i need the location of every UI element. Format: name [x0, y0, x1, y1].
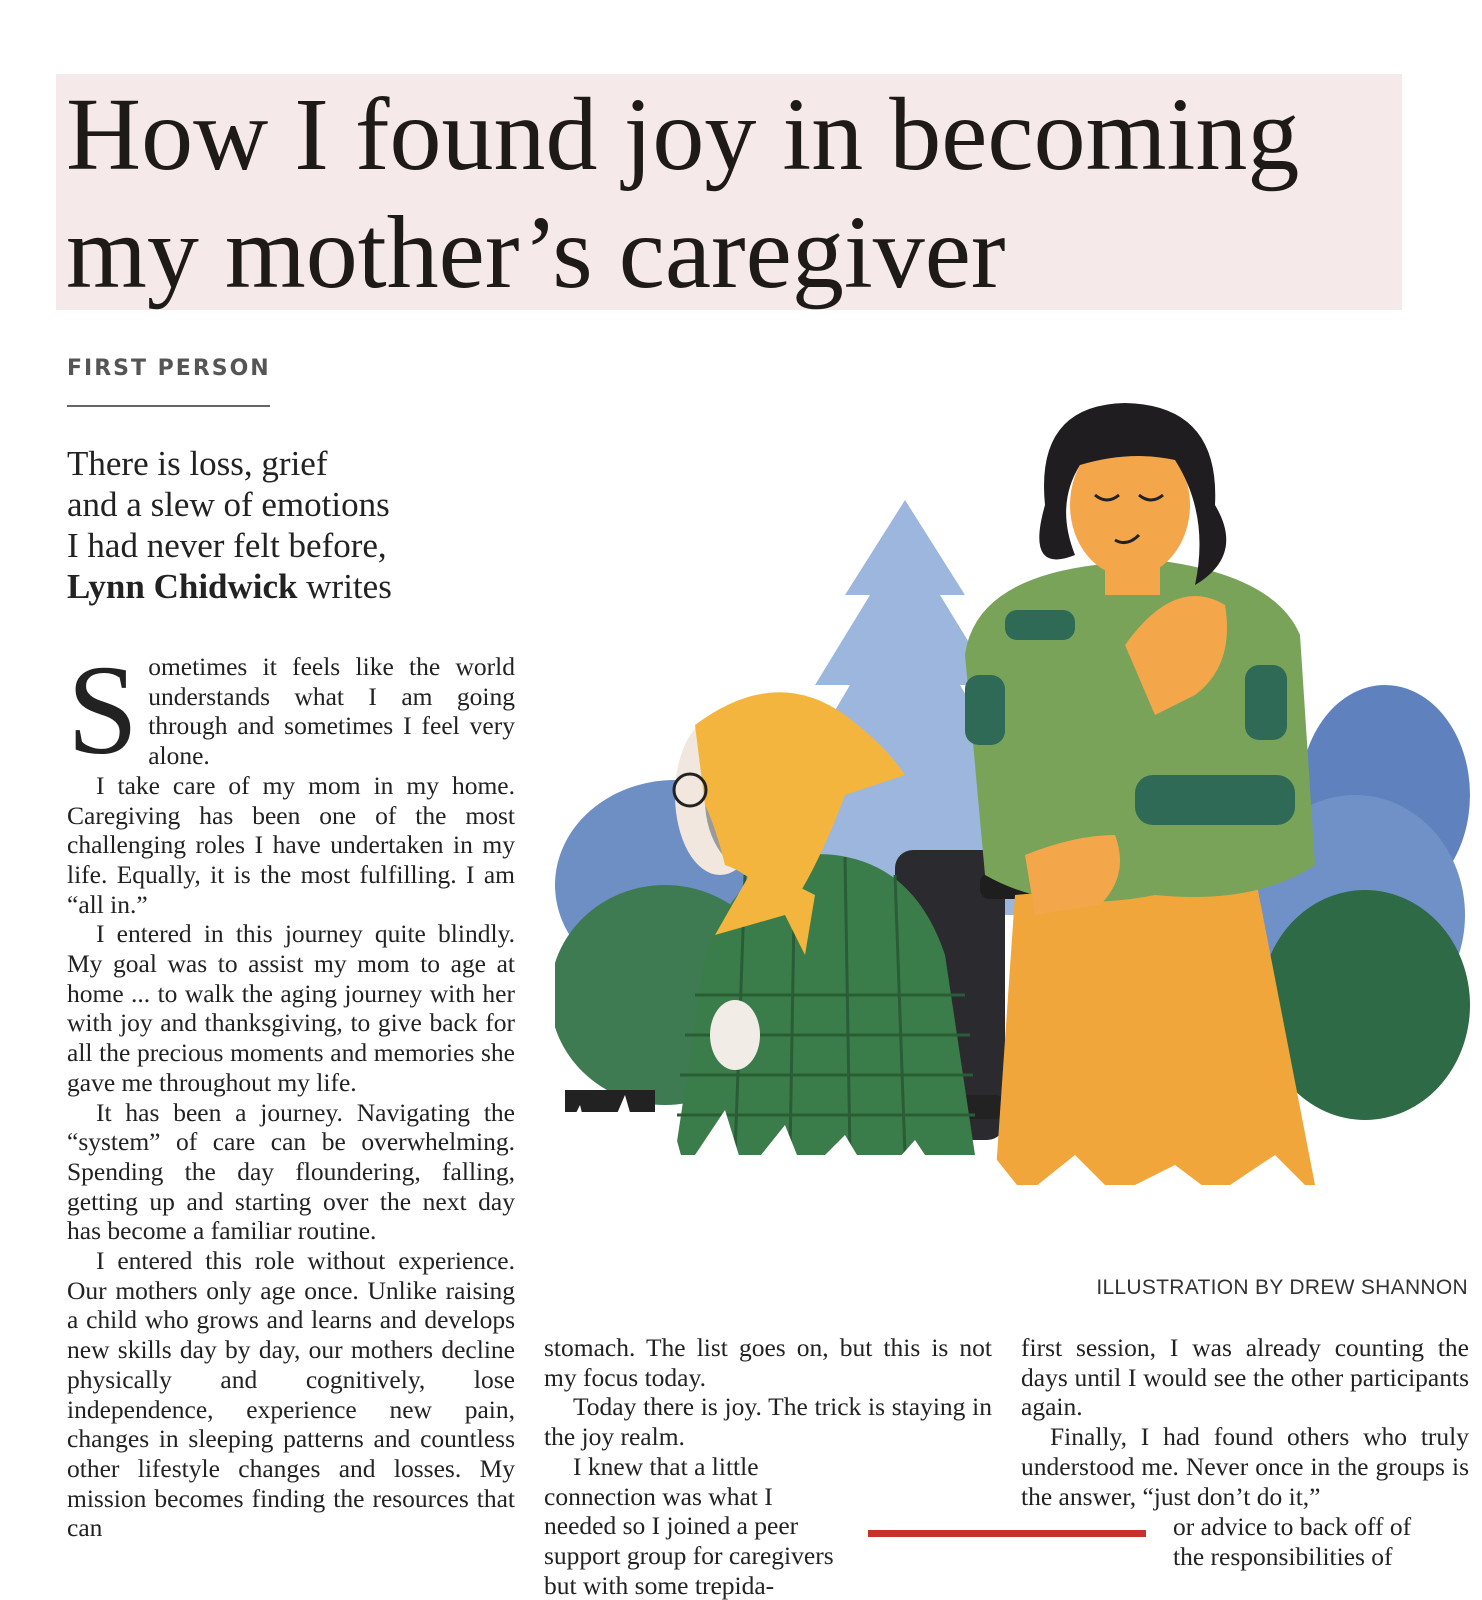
paragraph-3: I entered in this journey quite blindly. My goal was to assist my mom to age at home ... to walk the aging journey with her with joy and thanksgiving, to give back for all the precious moments and memories she gave me throughout my life. — [67, 919, 515, 1097]
article-column-3 — [1021, 1333, 1469, 1511]
drop-cap: S — [67, 639, 139, 781]
paragraph-5: I entered this role without experience. Our mothers only age once. Unlike raising a child who grows and learns and develops new skills day by day, our mothers decline physically and cognitively, lose independence, experience new pain, changes in sleeping patterns and countless other lifestyle changes and losses. My mission becomes finding the resources that can — [67, 1246, 515, 1543]
caregiver-illustration — [555, 395, 1470, 1205]
article-headline — [66, 76, 1406, 312]
article-column-2 — [544, 1333, 992, 1600]
paragraph-2: I take care of my mom in my home. Caregiving has been one of the most challenging roles I have undertaken in my life. Equally, it is the most fulfilling. I am “all in.” — [67, 770, 515, 919]
col3-paragraph-2: Finally, I had found others who truly understood me. Never once in the groups is the answer, “just don’t do it,” — [1021, 1422, 1469, 1511]
col2-paragraph-4: but with some trepida- — [544, 1570, 775, 1600]
col2-paragraph-2: Today there is joy. The trick is staying in the joy realm. — [544, 1392, 992, 1452]
col3-paragraph-3: or advice to back off of — [1173, 1512, 1412, 1541]
headline-line-1: How I found joy in becoming — [66, 77, 1300, 192]
pull-quote-rule — [868, 1530, 1146, 1537]
author-name: Lynn Chidwick — [67, 567, 298, 606]
section-kicker: FIRST PERSON — [67, 356, 271, 381]
kicker-divider — [67, 405, 270, 407]
paragraph-1-text: ometimes it feels like the world understands what I am going through and sometimes I feel very alone. — [148, 652, 515, 771]
article-deck — [67, 443, 487, 607]
older-woman-hand — [710, 1000, 760, 1070]
col3-paragraph-1: first session, I was already counting the days until I would see the other participants again. — [1021, 1333, 1469, 1422]
paragraph-4: It has been a journey. Navigating the “system” of care can be overwhelming. Spending the day floundering, falling, getting up and starting over the next day has become a familiar routine. — [67, 1097, 515, 1246]
col3-paragraph-4: the responsibilities of — [1173, 1541, 1393, 1571]
col3-continuation — [1173, 1512, 1469, 1571]
deck-line-1: There is loss, grief — [67, 444, 328, 483]
col2-paragraph-1: stomach. The list goes on, but this is not my focus today. — [544, 1333, 992, 1392]
deck-line-2: and a slew of emotions — [67, 485, 390, 524]
deck-writes: writes — [306, 567, 392, 606]
col2-paragraph-3: I knew that a little connection was what I needed so I joined a peer support group for caregivers — [544, 1451, 834, 1570]
illustration-credit: ILLUSTRATION BY DREW SHANNON — [1096, 1276, 1468, 1299]
paragraph-1 — [67, 639, 515, 781]
deck-line-3: I had never felt before, — [67, 526, 387, 565]
article-column-1 — [67, 639, 515, 1543]
headline-line-2: my mother’s caregiver — [66, 195, 1006, 310]
